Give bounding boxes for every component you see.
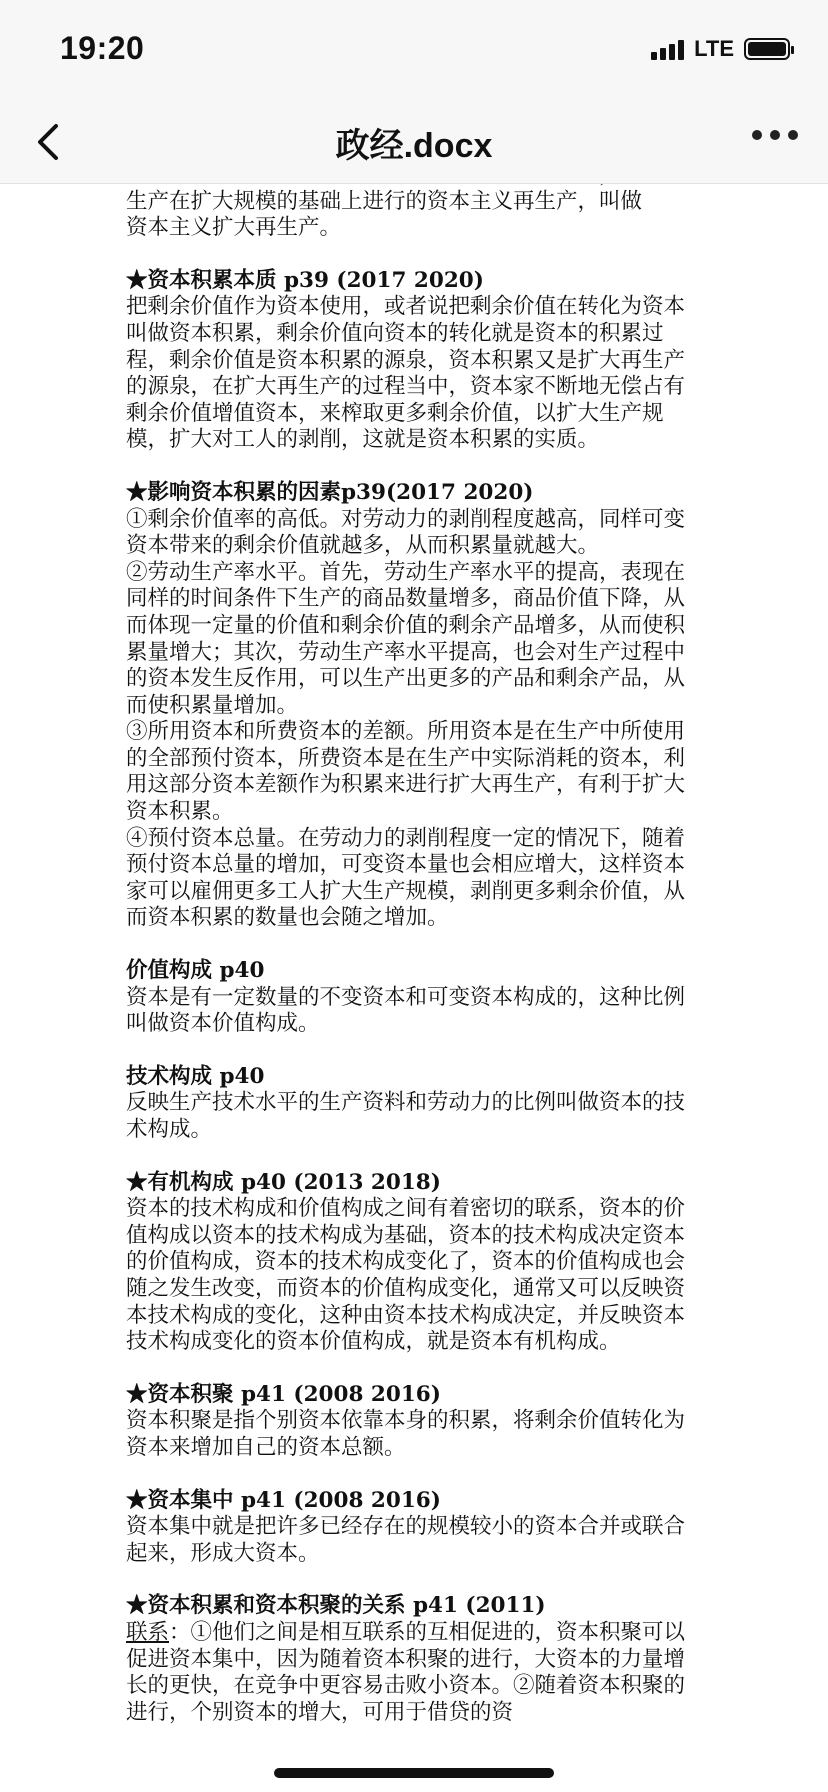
cellular-signal-icon [651,38,684,60]
section-body-relationship [126,1620,706,1726]
status-icons [651,36,790,62]
battery-icon [744,38,790,60]
home-indicator[interactable] [274,1768,554,1778]
section-heading-organic-composition: ★有机构成 p40 (2013 2018) [126,1169,441,1195]
section-heading-centralization: ★资本集中 p41 (2008 2016) [126,1487,441,1513]
more-options-button[interactable] [752,130,798,140]
status-time: 19:20 [60,30,145,66]
intro-line-3: 资本主义扩大再生产。 [126,215,342,241]
section-body-technical-composition: 反映生产技术水平的生产资料和劳动力的比例叫做资本的技术构成。 [126,1090,686,1142]
ellipsis-icon [752,130,762,140]
section-heading-accumulation-essence: ★资本积累本质 p39 (2017 2020) [126,267,484,293]
intro-line-2: 生产在扩大规模的基础上进行的资本主义再生产，叫做 [126,188,643,214]
factor-1: ①剩余价值率的高低。对劳动力的剥削程度越高，同样可变资本带来的剩余价值就越多，从而积累量就越大。 [126,506,686,559]
section-heading-relationship: ★资本积累和资本积聚的关系 p41 (2011) [126,1593,546,1619]
section-heading-value-composition: 价值构成 p40 [126,958,265,984]
section-body-accumulation-essence: 把剩余价值作为资本使用，或者说把剩余价值在转化为资本叫做资本积累，剩余价值向资本的转化就是资本的积累过程，剩余价值是资本积累的源泉，资本积累又是扩大再生产的源泉，在扩大再生产的过程当中，资本家不断地无偿占有剩余价值增值资本，来榨取更多剩余价值，以扩大生产规模，扩大对工人的剥削，这就是资本积累的实质。 [126,294,686,453]
section-body-value-composition: 资本是有一定数量的不变资本和可变资本构成的，这种比例叫做资本价值构成。 [126,984,686,1037]
document-title: 政经.docx [335,127,493,165]
document-viewer[interactable] [0,184,828,1792]
relationship-text: ：①他们之间是相互联系的互相促进的，资本积聚可以促进资本集中，因为随着资本积聚的进行，大资本的力量增长的更快，在竞争中更容易击败小资本。②随着资本积聚的进行，个别资本的增大，可用于借贷的资 [126,1619,686,1725]
section-heading-technical-composition: 技术构成 p40 [126,1063,265,1089]
relationship-label: 联系 [126,1619,170,1645]
section-heading-concentration: ★资本积聚 p41 (2008 2016) [126,1381,441,1407]
factor-4: ④预付资本总量。在劳动力的剥削程度一定的情况下，随着预付资本总量的增加，可变资本量也会相应增大，这样资本家可以雇佣更多工人扩大生产规模，剥削更多剩余价值，从而资本积累的数量也会随之增加。 [126,825,686,931]
factor-2: ②劳动生产率水平。首先，劳动生产率水平的提高，表现在同样的时间条件下生产的商品数量增多，商品价值下降，从而体现一定量的价值和剩余价值的剩余产品增多，从而使积累量增大；其次，劳动生产率水平提高，也会对生产过程中的资本发生反作用，可以生产出更多的产品和剩余产品，从而使积累量增加。 [126,559,686,718]
network-type: LTE [694,36,734,61]
section-body-organic-composition: 资本的技术构成和价值构成之间有着密切的联系，资本的价值构成以资本的技术构成为基础，资本的技术构成决定资本的价值构成，资本的技术构成变化了，资本的价值构成也会随之发生改变，而资本的价值构成变化，通常又可以反映资本技术构成的变化，这种由资本技术构成决定，并反映资本技术构成变化的资本价值构成，就是资本有机构成。 [126,1196,686,1355]
status-bar [0,0,828,100]
navigation-bar [0,100,828,184]
section-body-centralization: 资本集中就是把许多已经存在的规模较小的资本合并或联合起来，形成大资本。 [126,1514,686,1566]
section-body-concentration: 资本积聚是指个别资本依靠本身的积累，将剩余价值转化为资本来增加自己的资本总额。 [126,1408,686,1460]
section-heading-accumulation-factors: ★影响资本积累的因素p39(2017 2020) [126,479,534,505]
document-content [126,162,706,1726]
factor-3: ③所用资本和所费资本的差额。所用资本是在生产中所使用的全部预付资本，所费资本是在生产中实际消耗的资本，利用这部分资本差额作为积累来进行扩大再生产，有利于扩大资本积累。 [126,719,686,825]
